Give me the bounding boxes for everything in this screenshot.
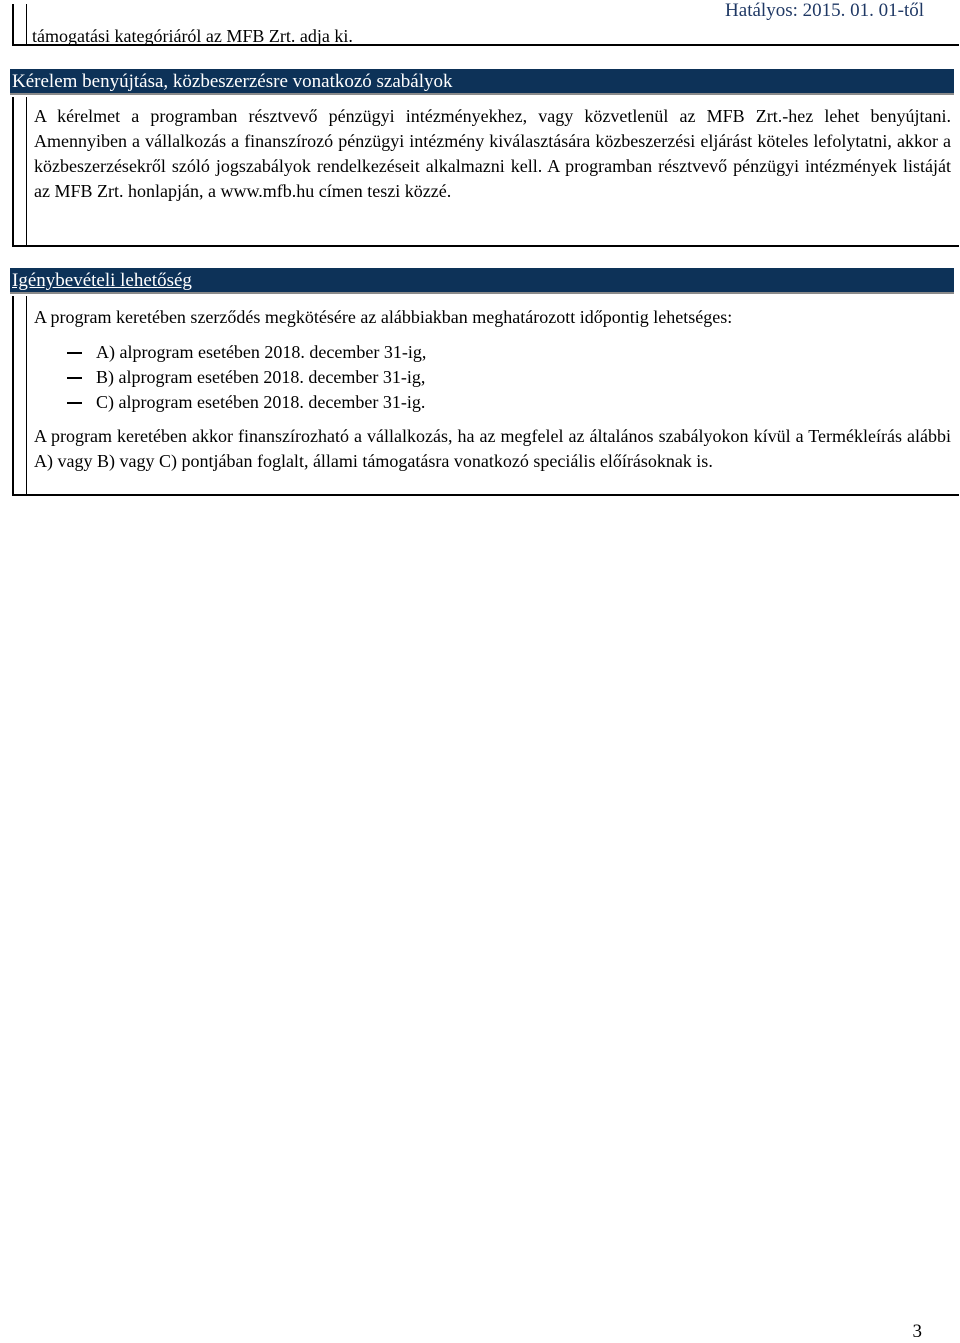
deadline-list xyxy=(34,340,951,415)
section-heading-availability xyxy=(10,268,954,294)
dash-bullet-icon xyxy=(67,377,82,379)
list-item xyxy=(34,365,951,390)
list-item-text: C) alprogram esetében 2018. december 31-ig. xyxy=(96,392,426,412)
availability-closing: A program keretében akkor finanszírozható a vállalkozás, ha az megfelel az általános szabályokon kívül a Termékleírás alábbi A) vagy B) vagy C) pontjában foglalt, állami támogatásra vonatkozó speciális előírásoknak is. xyxy=(34,426,951,471)
application-block xyxy=(12,97,959,247)
list-item xyxy=(34,340,951,365)
availability-intro: A program keretében szerződés megkötésére az alábbiakban meghatározott időpontig lehetséges: xyxy=(34,307,733,327)
list-item xyxy=(34,390,951,415)
availability-block xyxy=(12,296,959,496)
table-inner-border xyxy=(26,4,27,44)
section-heading-application-text: Kérelem benyújtása, közbeszerzésre vonatkozó szabályok xyxy=(12,71,453,92)
dash-bullet-icon xyxy=(67,402,82,404)
section-heading-application xyxy=(10,69,954,95)
table-inner-border xyxy=(26,296,27,494)
page-number: 3 xyxy=(912,1321,922,1342)
dash-bullet-icon xyxy=(67,352,82,354)
availability-content xyxy=(34,305,951,474)
table-inner-border xyxy=(26,97,27,245)
section-heading-availability-text: Igénybevételi lehetőség xyxy=(12,270,192,291)
application-content xyxy=(34,104,951,204)
continuation-text: támogatási kategóriáról az MFB Zrt. adja ki. xyxy=(32,26,353,46)
application-paragraph: A kérelmet a programban résztvevő pénzügyi intézményekhez, vagy közvetlenül az MFB Zrt.-hez lehet benyújtani. Amennyiben a vállalkozás a finanszírozó pénzügyi intézmény kiválasztására közbeszerzési eljárást köteles lefolytatni, akkor a közbeszerzésekről szóló jogszabályok rendelkezéseit alkalmazni kell. A programban résztvevő pénzügyi intézmények listáját az MFB Zrt. honlapján, a www.mfb.hu címen teszi közzé. xyxy=(34,106,951,201)
effective-date: Hatályos: 2015. 01. 01-től xyxy=(725,0,924,21)
list-item-text: A) alprogram esetében 2018. december 31-ig, xyxy=(96,342,427,362)
continuation-row xyxy=(12,4,959,46)
list-item-text: B) alprogram esetében 2018. december 31-ig, xyxy=(96,367,426,387)
